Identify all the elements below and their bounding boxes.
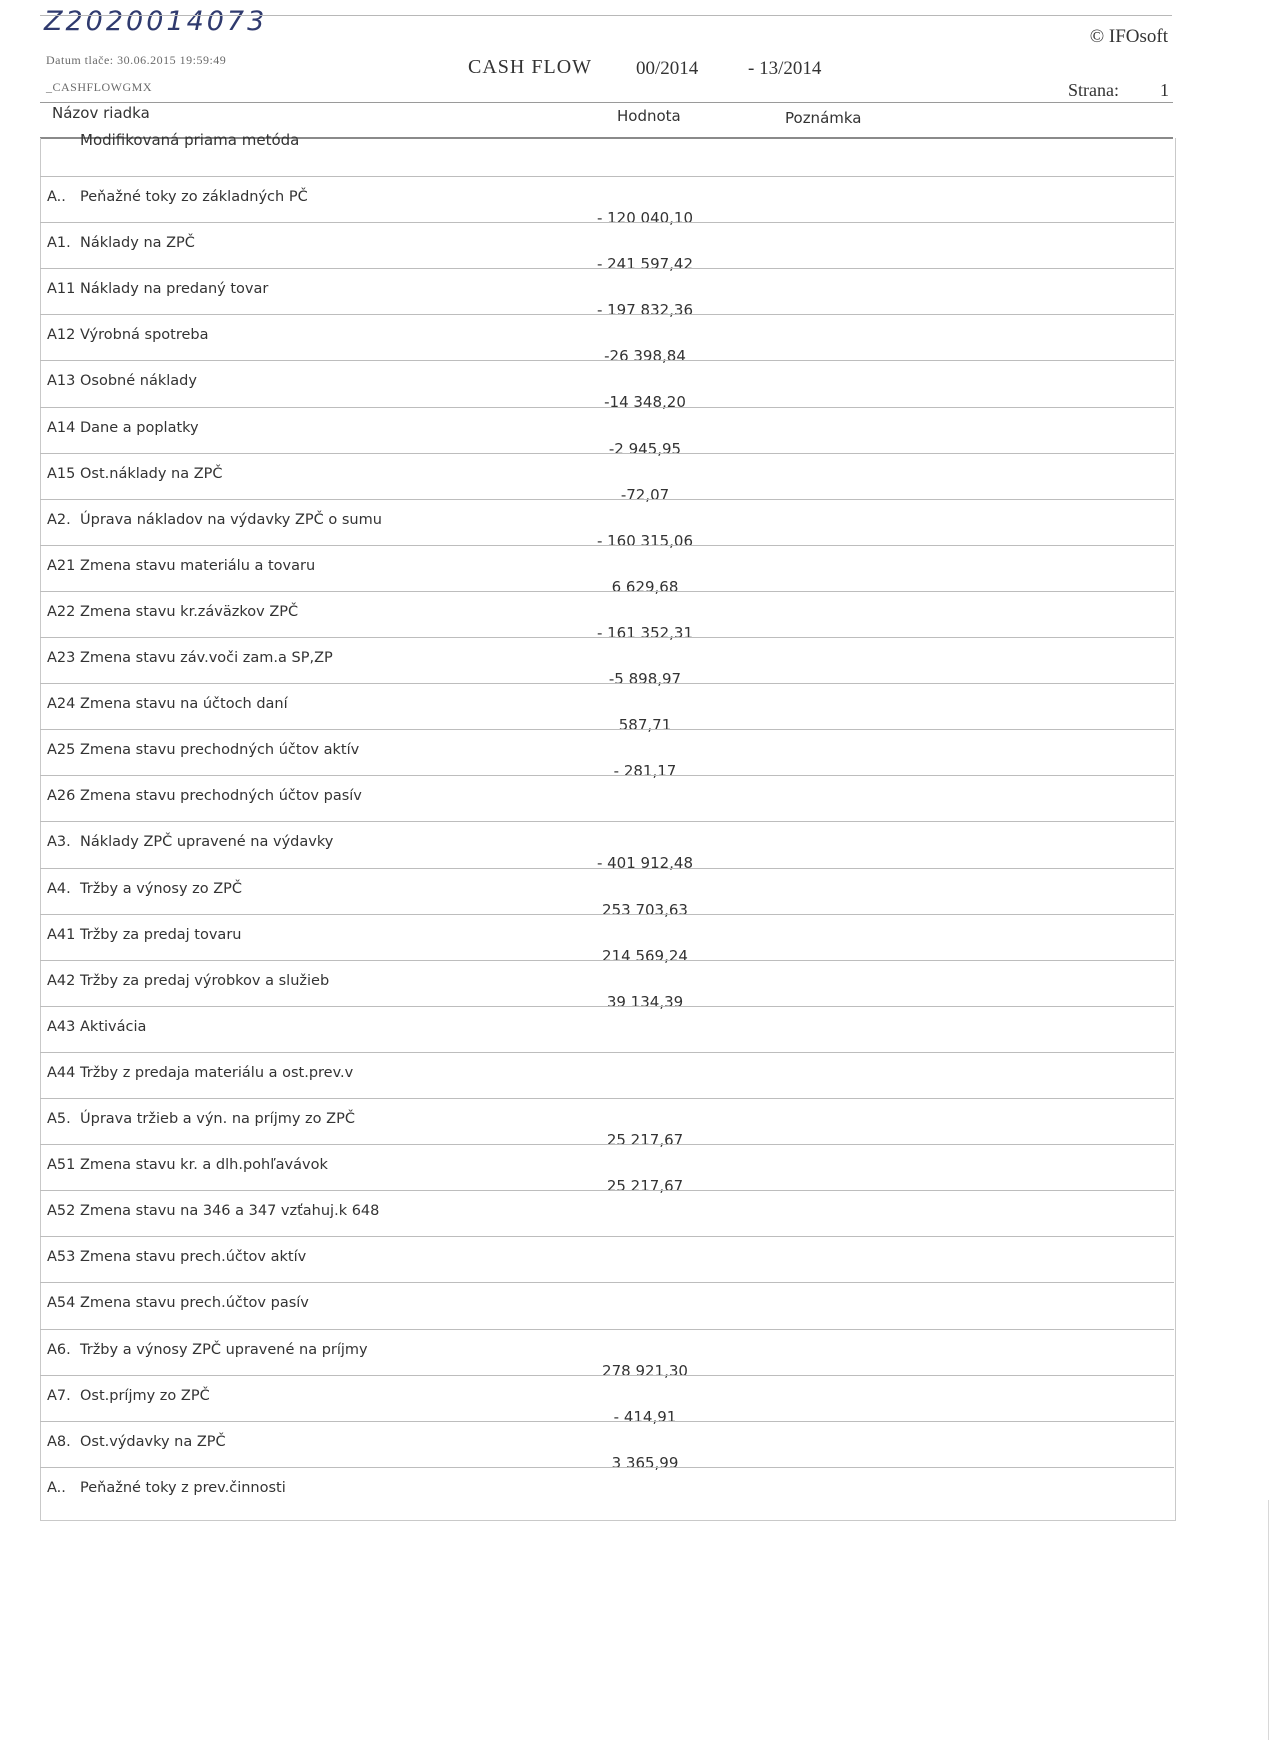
table-row [40, 591, 1174, 642]
row-value: - 160 315,06 [596, 531, 694, 550]
header-rule-top [40, 102, 1173, 103]
row-name: Zmena stavu na účtoch daní [80, 696, 288, 713]
table-row [40, 1052, 1174, 1099]
row-id: A12 [47, 327, 76, 344]
row-id: A7. [47, 1387, 71, 1404]
report-title: CASH FLOW [468, 56, 593, 78]
row-id: A23 [47, 650, 76, 666]
row-id: A52 [47, 1203, 76, 1220]
row-id: A14 [47, 419, 76, 436]
row-id: A24 [47, 696, 76, 713]
copyright: © IFOsoft [1089, 26, 1168, 47]
row-value: - 241 597,42 [596, 255, 694, 274]
row-id: A21 [47, 557, 76, 574]
row-value: 39 134,39 [606, 992, 684, 1011]
row-name: Tržby z predaja materiálu a ost.prev.v [80, 1064, 354, 1081]
row-value: - 197 832,36 [596, 301, 694, 320]
row-id: A4. [47, 880, 71, 897]
row-id: A15 [47, 465, 76, 482]
row-id: A54 [47, 1295, 76, 1312]
row-value: - 401 912,48 [596, 854, 694, 873]
row-id: A8. [47, 1433, 71, 1450]
row-value: -2 945,95 [608, 439, 682, 458]
row-value: -72,07 [620, 485, 670, 504]
row-name: Peňažné toky z prev.činnosti [80, 1479, 286, 1496]
row-name: Aktivácia [80, 1018, 147, 1035]
table-row [40, 1282, 1174, 1329]
row-name: Úprava tržieb a výn. na príjmy zo ZPČ [80, 1111, 355, 1127]
row-name: Peňažné toky zo základných PČ [80, 189, 308, 205]
row-name: Tržby a výnosy zo ZPČ [80, 880, 243, 897]
row-id: A25 [47, 742, 76, 759]
table-row [40, 222, 1174, 274]
column-header-name: Názov riadka [52, 104, 150, 122]
row-name: Tržby a výnosy ZPČ upravené na príjmy [80, 1341, 368, 1358]
row-name: Ost.príjmy zo ZPČ [80, 1387, 210, 1404]
row-name: Osobné náklady [80, 373, 197, 390]
row-value: -5 898,97 [608, 670, 682, 688]
column-header-value: Hodnota [617, 107, 681, 125]
table-row [40, 637, 1174, 688]
method-label: Modifikovaná priama metóda [80, 131, 300, 149]
table-row [40, 360, 1174, 412]
table-row [40, 868, 1174, 919]
handwritten-id: Z2020014073 [44, 6, 268, 37]
row-value: -26 398,84 [604, 347, 686, 366]
row-id: A26 [47, 788, 76, 805]
row-value: 3 365,99 [611, 1453, 679, 1472]
row-name: Náklady na ZPČ [80, 235, 195, 252]
scan-edge-mark [1268, 1500, 1269, 1740]
row-id: A41 [47, 926, 76, 943]
row-value: - 120 040,10 [596, 209, 694, 227]
table-row [40, 683, 1174, 735]
row-value: 214 569,24 [602, 946, 688, 965]
print-date-label: Datum tlače: [46, 53, 114, 67]
row-id: A1. [47, 235, 71, 252]
row-id: A22 [47, 603, 76, 620]
table-row [40, 729, 1174, 781]
row-value: -14 348,20 [604, 393, 686, 412]
row-value: - 161 352,31 [596, 623, 694, 642]
table-row [40, 1144, 1174, 1196]
table-row [40, 1375, 1174, 1426]
table-row [40, 453, 1174, 504]
row-value: 253 703,63 [602, 900, 688, 919]
row-name: Zmena stavu na 346 a 347 vzťahuj.k 648 [80, 1203, 380, 1220]
table-row [40, 268, 1174, 320]
row-id: A44 [47, 1064, 76, 1081]
row-name: Zmena stavu záv.voči zam.a SP,ZP [80, 650, 333, 666]
row-name: Zmena stavu prechodných účtov aktív [80, 742, 360, 759]
top-rule [40, 15, 1172, 16]
table-row [40, 821, 1174, 873]
row-id: A.. [47, 1479, 66, 1496]
row-name: Zmena stavu kr. a dlh.pohľavávok [80, 1157, 328, 1174]
table-row [40, 1467, 1174, 1514]
row-name: Úprava nákladov na výdavky ZPČ o sumu [80, 511, 382, 528]
row-id: A51 [47, 1157, 76, 1174]
table-row [40, 914, 1174, 965]
row-id: A13 [47, 373, 76, 390]
report-code: _CASHFLOWGMX [46, 80, 153, 94]
row-name: Náklady ZPČ upravené na výdavky [80, 834, 334, 851]
row-name: Zmena stavu prechodných účtov pasív [80, 788, 362, 805]
table-row [40, 499, 1174, 550]
period-to: - 13/2014 [748, 58, 822, 79]
table-row [40, 1006, 1174, 1053]
row-name: Zmena stavu kr.záväzkov ZPČ [80, 603, 299, 620]
period-from: 00/2014 [636, 58, 699, 79]
print-date-value: 30.06.2015 19:59:49 [117, 53, 227, 67]
row-value: 278 921,30 [602, 1361, 688, 1380]
table-row [40, 960, 1174, 1011]
row-name: Dane a poplatky [80, 419, 199, 436]
row-value: - 281,17 [613, 762, 677, 781]
row-value: 25 217,67 [606, 1131, 684, 1149]
table-row [40, 1190, 1174, 1237]
table-row [40, 176, 1174, 227]
table-row [40, 1329, 1174, 1380]
row-id: A11 [47, 281, 76, 298]
row-id: A3. [47, 834, 71, 851]
table-row [40, 1098, 1174, 1149]
row-id: A5. [47, 1111, 71, 1127]
row-value: 6 629,68 [611, 577, 679, 596]
row-value: - 414,91 [613, 1407, 677, 1426]
table-row [40, 545, 1174, 596]
row-name: Ost.výdavky na ZPČ [80, 1433, 226, 1450]
row-id: A2. [47, 511, 71, 528]
row-id: A.. [47, 189, 66, 205]
row-id: A53 [47, 1249, 76, 1266]
table-row [40, 314, 1174, 366]
row-name: Náklady na predaný tovar [80, 281, 269, 298]
row-id: A43 [47, 1018, 76, 1035]
row-name: Zmena stavu materiálu a tovaru [80, 557, 316, 574]
row-id: A6. [47, 1341, 71, 1358]
row-name: Výrobná spotreba [80, 327, 209, 344]
row-name: Zmena stavu prech.účtov pasív [80, 1295, 309, 1312]
table-row [40, 775, 1174, 822]
table-row [40, 407, 1174, 458]
print-date [46, 53, 226, 68]
row-name: Tržby za predaj výrobkov a služieb [80, 972, 330, 989]
row-value: 25 217,67 [606, 1177, 684, 1196]
row-name: Ost.náklady na ZPČ [80, 465, 223, 482]
table-row [40, 1236, 1174, 1283]
page-label: Strana: [1068, 80, 1119, 100]
table-row [40, 1421, 1174, 1472]
row-value: 587,71 [618, 716, 672, 735]
row-id: A42 [47, 972, 76, 989]
row-name: Tržby za predaj tovaru [80, 926, 242, 943]
page-number: 1 [1160, 80, 1169, 100]
row-name: Zmena stavu prech.účtov aktív [80, 1249, 307, 1266]
column-header-note: Poznámka [785, 109, 862, 127]
